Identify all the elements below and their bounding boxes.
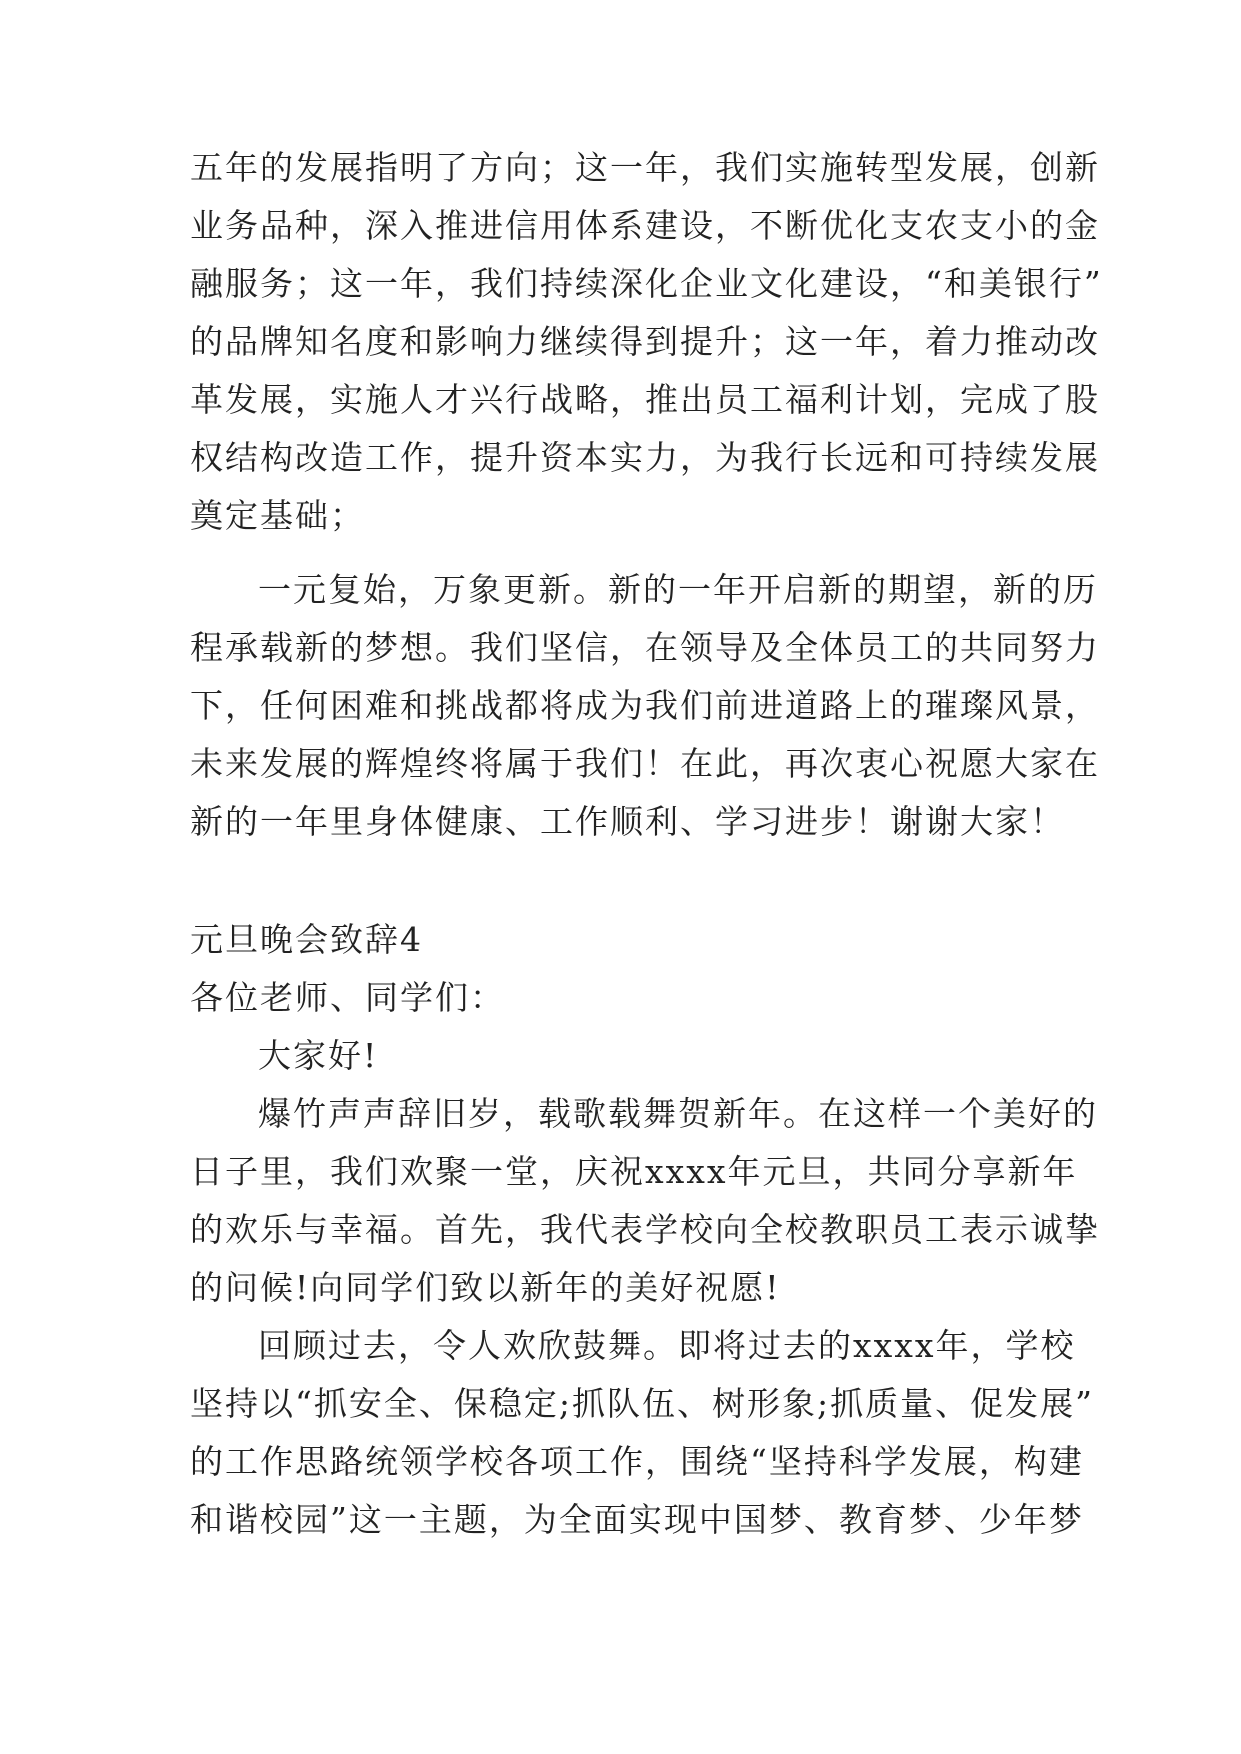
paragraph-line: 下，任何困难和挑战都将成为我们前进道路上的璀璨风景， — [190, 686, 1100, 725]
paragraph-line: 未来发展的辉煌终将属于我们！在此，再次衷心祝愿大家在 — [190, 744, 1100, 783]
paragraph-line: 革发展，实施人才兴行战略，推出员工福利计划，完成了股 — [190, 380, 1100, 419]
salutation: 各位老师、同学们： — [190, 978, 505, 1017]
paragraph-line: 五年的发展指明了方向；这一年，我们实施转型发展，创新 — [190, 148, 1100, 187]
paragraph-line: 的品牌知名度和影响力继续得到提升；这一年，着力推动改 — [190, 322, 1100, 361]
paragraph-line: 权结构改造工作，提升资本实力，为我行长远和可持续发展 — [190, 438, 1100, 477]
paragraph-line: 坚持以“抓安全、保稳定;抓队伍、树形象;抓质量、促发展” — [190, 1384, 1094, 1423]
paragraph-line: 奠定基础； — [190, 496, 365, 535]
paragraph-line: 的问候!向同学们致以新年的美好祝愿! — [190, 1268, 781, 1307]
paragraph-line: 程承载新的梦想。我们坚信，在领导及全体员工的共同努力 — [190, 628, 1100, 667]
paragraph-line: 回顾过去，令人欢欣鼓舞。即将过去的xxxx年，学校 — [258, 1326, 1076, 1365]
greeting: 大家好! — [258, 1036, 379, 1075]
paragraph-line: 的欢乐与幸福。首先，我代表学校向全校教职员工表示诚挚 — [190, 1210, 1100, 1249]
paragraph-line: 一元复始，万象更新。新的一年开启新的期望，新的历 — [258, 570, 1098, 609]
paragraph-line: 和谐校园”这一主题，为全面实现中国梦、教育梦、少年梦 — [190, 1500, 1084, 1539]
paragraph-line: 日子里，我们欢聚一堂，庆祝xxxx年元旦，共同分享新年 — [190, 1152, 1078, 1191]
section-title: 元旦晚会致辞4 — [190, 920, 423, 959]
paragraph-line: 业务品种，深入推进信用体系建设，不断优化支农支小的金 — [190, 206, 1100, 245]
paragraph-line: 的工作思路统领学校各项工作，围绕“坚持科学发展，构建 — [190, 1442, 1084, 1481]
paragraph-line: 爆竹声声辞旧岁，载歌载舞贺新年。在这样一个美好的 — [258, 1094, 1098, 1133]
paragraph-line: 新的一年里身体健康、工作顺利、学习进步！谢谢大家！ — [190, 802, 1065, 841]
paragraph-line: 融服务；这一年，我们持续深化企业文化建设，“和美银行” — [190, 264, 1103, 303]
